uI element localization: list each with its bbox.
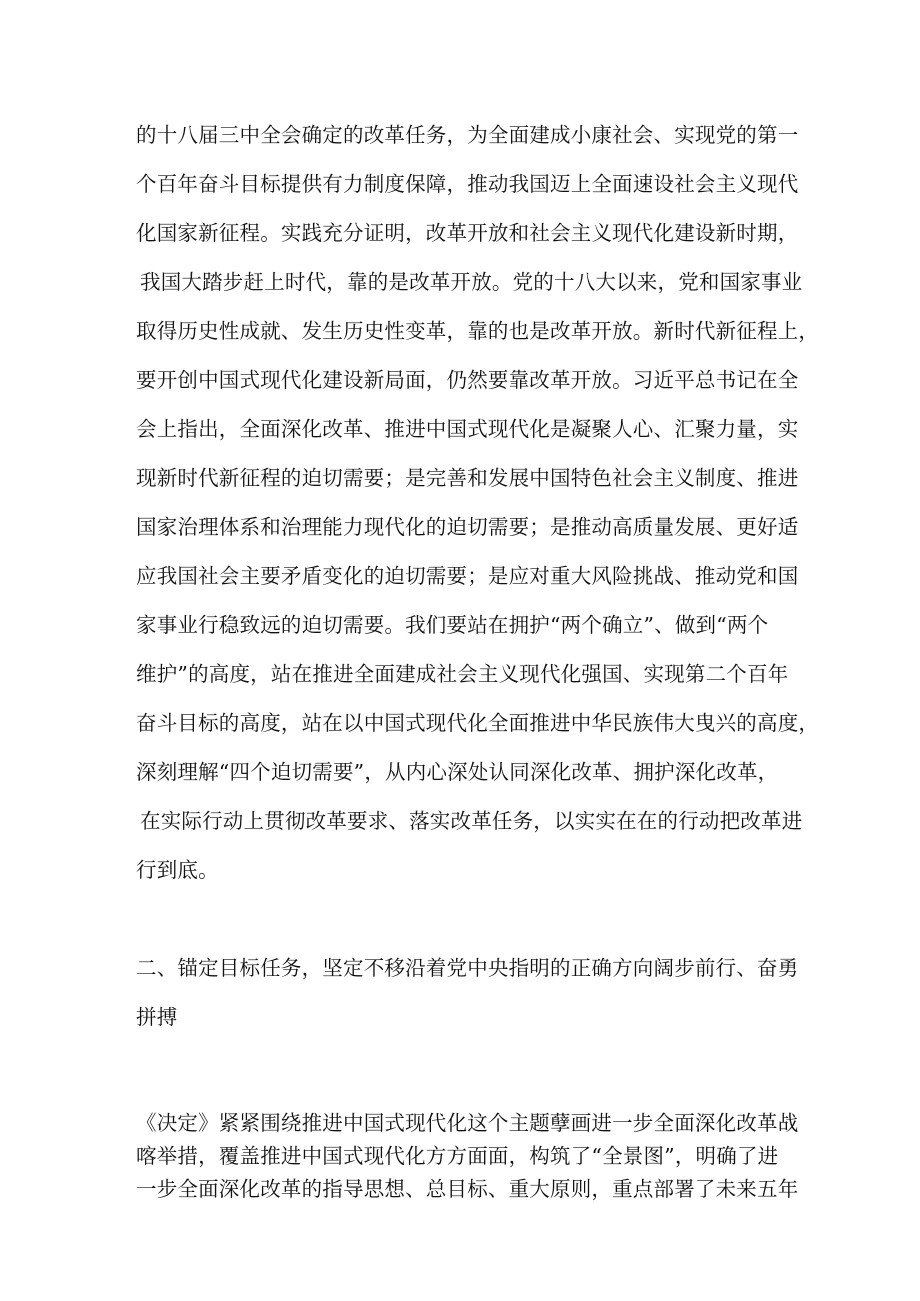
section-heading-line: 拼搏 <box>136 1005 178 1029</box>
paragraph-line: 家事业行稳致远的迫切需要。我们要站在拥护“两个确立”、做到“两个 <box>136 613 769 637</box>
paragraph-line: 深刻理解“四个迫切需要”，从内心深处认同深化改革、拥护深化改革， <box>136 760 779 784</box>
paragraph-line: 行到底。 <box>136 858 219 882</box>
paragraph-line: 现新时代新征程的迫切需要；是完善和发展中国特色社会主义制度、推进 <box>136 466 799 490</box>
paragraph-line: 要开创中国式现代化建设新局面，仍然要靠改革开放。习近平总书记在全 <box>136 368 799 392</box>
paragraph-line: 取得历史性成就、发生历史性变革，靠的也是改革开放。新时代新征程上， <box>136 319 820 343</box>
paragraph-line: 国家治理体系和治理能力现代化的迫切需要；是推动高质量发展、更好适 <box>136 515 799 539</box>
paragraph-line: 应我国社会主要矛盾变化的迫切需要；是应对重大风险挑战、推动党和国 <box>136 564 799 588</box>
paragraph-line: 个百年奋斗目标提供有力制度保障，推动我国迈上全面速设社会主义现代 <box>136 172 799 196</box>
paragraph-line: 喀举措，覆盖推进中国式现代化方方面面，构筑了“全景图”，明确了进 <box>136 1144 779 1168</box>
paragraph-line: 维护”的高度，站在推进全面建成社会主义现代化强国、实现第二个百年 <box>136 662 789 686</box>
paragraph-line: 会上指出，全面深化改革、推进中国式现代化是凝聚人心、汇聚力量，实 <box>136 417 799 441</box>
paragraph-line: 奋斗目标的高度，站在以中国式现代化全面推进中华民族伟大曳兴的高度， <box>136 711 820 735</box>
paragraph-line: 在实际行动上贯彻改革要求、落实改革任务，以实实在在的行动把改革进 <box>140 809 803 833</box>
paragraph-line: 我国大踏步赶上时代，靠的是改革开放。党的十八大以来，党和国家事业 <box>140 270 803 294</box>
paragraph-line: 一步全面深化改革的指导思想、总目标、重大原则，重点部署了未来五年 <box>136 1177 799 1201</box>
paragraph-line: 的十八届三中全会确定的改革任务，为全面建成小康社会、实现党的第一 <box>136 123 799 147</box>
paragraph-line: 化国家新征程。实践充分证明，改革开放和社会主义现代化建设新时期， <box>136 221 799 245</box>
paragraph-line: 《决定》紧紧围绕推进中国式现代化这个主题孽画进一步全面深化改革战 <box>136 1111 799 1135</box>
section-heading-line: 二、锚定目标任务，坚定不移沿着党中央指明的正确方向阔步前行、奋勇 <box>136 956 799 980</box>
